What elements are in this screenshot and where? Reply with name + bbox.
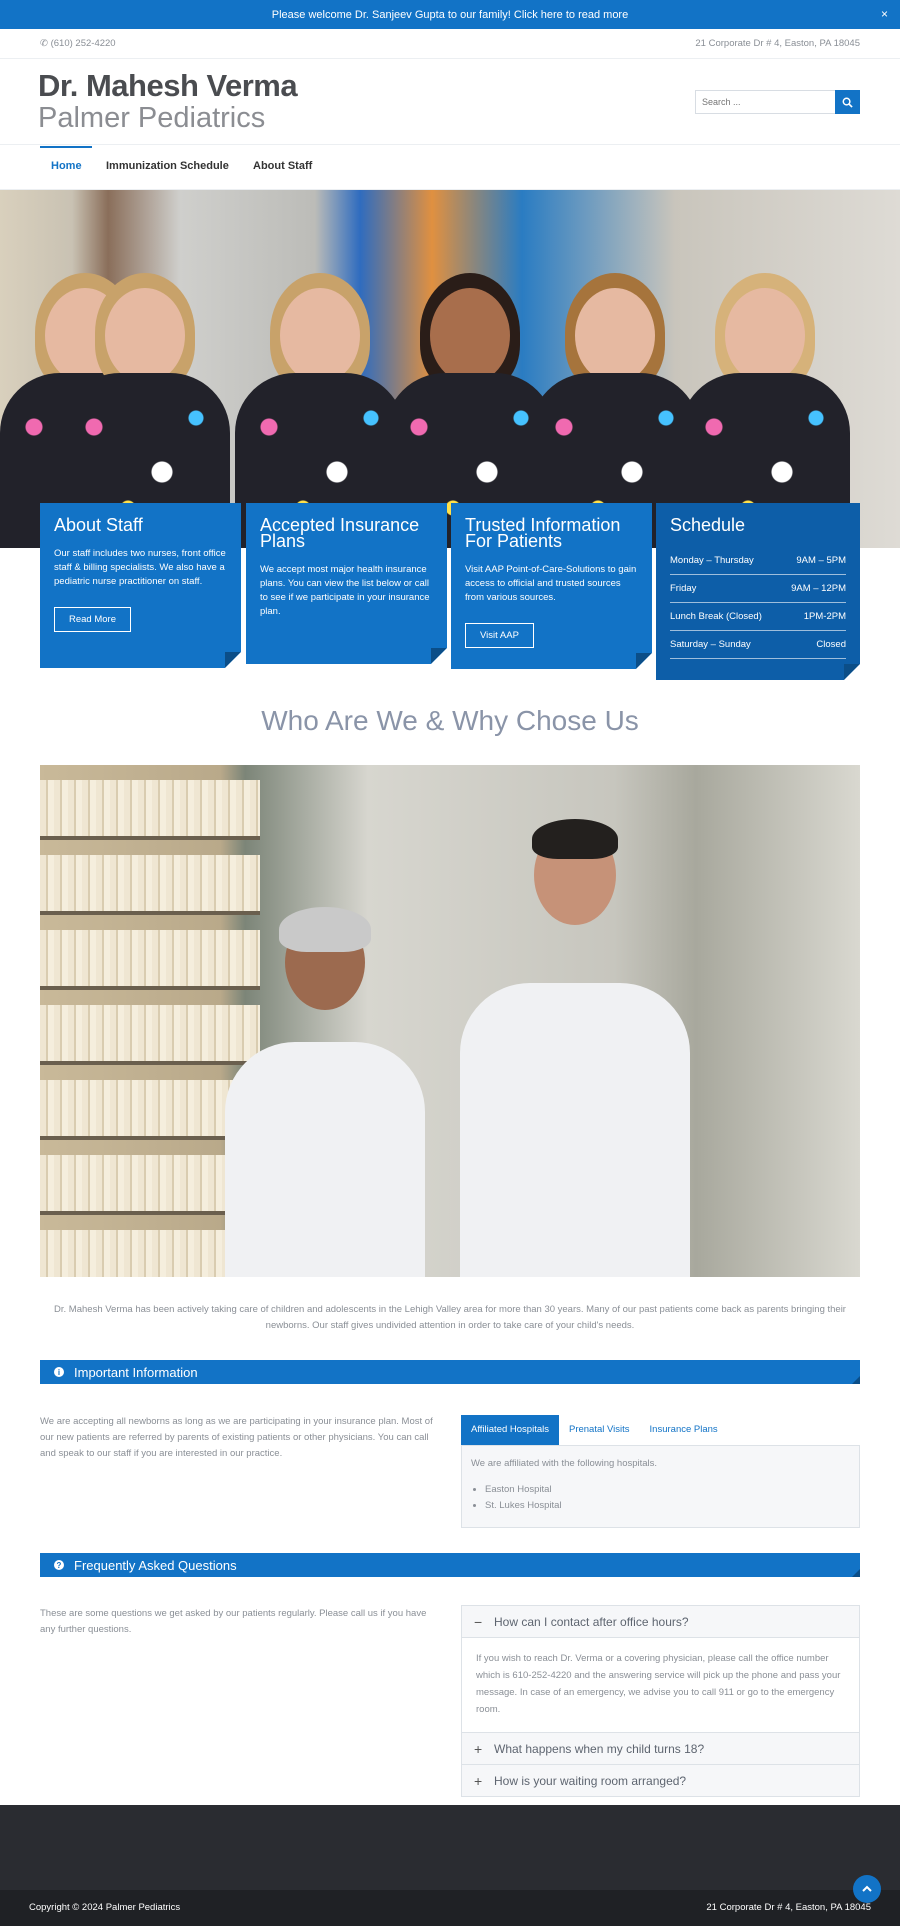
- tab-panel: [461, 1445, 860, 1528]
- announcement-bar[interactable]: [0, 0, 900, 29]
- trusted-info-title: Trusted Information For Patients: [465, 515, 621, 551]
- minus-icon: −: [474, 1613, 483, 1630]
- plus-icon: +: [474, 1740, 483, 1757]
- list-item: • St. Lukes Hospital: [485, 1498, 850, 1514]
- faq-item: [462, 1733, 859, 1765]
- trusted-info-box: [451, 503, 652, 669]
- important-info-text: We are accepting all newborns as long as we are participating in your insurance plan. Most of our new patients are referred by parents of existing patients or other physicians. You can call and speak to our staff if you are interested in our practice.: [40, 1416, 433, 1459]
- phone-info: [40, 38, 116, 49]
- schedule-row: [670, 547, 846, 575]
- info-icon: i: [54, 1367, 64, 1377]
- list-item: • Easton Hospital: [485, 1482, 850, 1498]
- panel-intro: We are affiliated with the following hospitals.: [471, 1458, 658, 1469]
- schedule-row: [670, 575, 846, 603]
- important-info-title: Important Information: [74, 1364, 198, 1380]
- who-are-we-title: Who Are We & Why Chose Us: [261, 705, 639, 736]
- faq-item: [462, 1765, 859, 1796]
- faq-bar: [40, 1553, 860, 1577]
- hospital-list: [471, 1482, 850, 1514]
- copyright: Copyright © 2024 Palmer Pediatrics: [29, 1902, 181, 1913]
- search-icon: [842, 97, 853, 108]
- about-staff-text: Our staff includes two nurses, front office staff & billing specialists. We also have a pediatric nurse practitioner on staff.: [54, 548, 226, 587]
- question-icon: ?: [54, 1560, 64, 1570]
- site-header: [0, 60, 900, 145]
- schedule-box: [656, 503, 860, 680]
- active-nav-indicator: [40, 146, 92, 148]
- schedule-day: Monday – Thursday: [670, 555, 754, 566]
- tab-prenatal-visits[interactable]: Prenatal Visits: [568, 1424, 630, 1435]
- schedule-title: Schedule: [670, 515, 746, 535]
- schedule-row: [670, 631, 846, 659]
- hero-staff-photo: [0, 190, 900, 551]
- about-staff-box: [40, 503, 241, 668]
- plus-icon: +: [474, 1772, 483, 1789]
- faq-answer: If you wish to reach Dr. Verma or a covering physician, please call the office number which is 610-252-4220 and the answering service will pick up the phone and pass your message. In case of an emergency, we advise you to call 911 or go to the emergency room.: [462, 1637, 859, 1732]
- faq-item: [462, 1606, 859, 1733]
- faq-title: Frequently Asked Questions: [74, 1557, 237, 1573]
- about-staff-title: About Staff: [54, 515, 143, 535]
- faq-question-toggle[interactable]: [462, 1765, 859, 1796]
- scroll-to-top-button[interactable]: [853, 1875, 881, 1903]
- faq-intro-text: These are some questions we get asked by our patients regularly. Please call us if you have any further questions.: [40, 1608, 427, 1635]
- trusted-info-text: Visit AAP Point-of-Care-Solutions to gain access to official and trusted sources from various sources.: [465, 564, 637, 603]
- faq-accordion: [461, 1605, 860, 1797]
- close-icon[interactable]: ×: [880, 7, 888, 21]
- top-info-bar: [0, 29, 900, 59]
- footer-bottom-bar: [0, 1890, 900, 1926]
- search-form: [695, 90, 860, 114]
- schedule-row: [670, 603, 846, 631]
- schedule-day: Saturday – Sunday: [670, 639, 751, 650]
- nav-about-staff[interactable]: About Staff: [253, 160, 313, 172]
- insurance-text: We accept most major health insurance plans. You can view the list below or call to see if we participate in your insurance plan.: [260, 564, 430, 617]
- footer-address: 21 Corporate Dr # 4, Easton, PA 18045: [706, 1902, 871, 1913]
- announcement-text[interactable]: Please welcome Dr. Sanjeev Gupta to our family! Click here to read more: [271, 8, 629, 21]
- important-info-bar: [40, 1360, 860, 1384]
- schedule-time: 9AM – 5PM: [796, 555, 846, 566]
- faq-question: What happens when my child turns 18?: [494, 1741, 705, 1756]
- phone-number: (610) 252-4220: [50, 38, 116, 49]
- schedule-day: Lunch Break (Closed): [670, 611, 762, 622]
- schedule-time: 1PM-2PM: [803, 611, 846, 622]
- logo-title[interactable]: Dr. Mahesh Verma: [38, 68, 298, 103]
- faq-question-toggle[interactable]: [462, 1733, 859, 1764]
- top-address: 21 Corporate Dr # 4, Easton, PA 18045: [695, 38, 860, 49]
- schedule-time: 9AM – 12PM: [791, 583, 846, 594]
- logo-subtitle[interactable]: Palmer Pediatrics: [38, 102, 266, 134]
- tab-affiliated-hospitals[interactable]: Affiliated Hospitals: [461, 1415, 559, 1445]
- tab-insurance-plans[interactable]: Insurance Plans: [649, 1424, 718, 1435]
- visit-aap-button[interactable]: Visit AAP: [465, 623, 534, 648]
- who-paragraph: Dr. Mahesh Verma has been actively taking care of children and adolescents in the Lehigh Valley area for more than 30 years. Many of our past patients come back as parents bringing their newborns. Our staff gives undivided attention in order to take care of your child's needs.: [54, 1304, 846, 1331]
- insurance-box: [246, 503, 447, 664]
- chevron-up-icon: [861, 1883, 873, 1895]
- insurance-title: Accepted Insurance Plans: [260, 515, 420, 551]
- phone-icon: ✆: [40, 38, 48, 49]
- doctors-photo: [40, 765, 860, 1277]
- schedule-time: Closed: [816, 639, 846, 650]
- read-more-button[interactable]: Read More: [54, 607, 131, 632]
- faq-question-toggle[interactable]: [462, 1606, 859, 1637]
- nav-immunization-schedule[interactable]: Immunization Schedule: [106, 160, 229, 172]
- search-button[interactable]: [835, 90, 860, 114]
- faq-question: How can I contact after office hours?: [494, 1614, 689, 1629]
- schedule-day: Friday: [670, 583, 697, 594]
- faq-question: How is your waiting room arranged?: [494, 1773, 687, 1788]
- info-tabs: [461, 1415, 860, 1528]
- main-nav: [0, 146, 900, 190]
- nav-home[interactable]: Home: [51, 160, 82, 172]
- search-input[interactable]: [695, 90, 835, 114]
